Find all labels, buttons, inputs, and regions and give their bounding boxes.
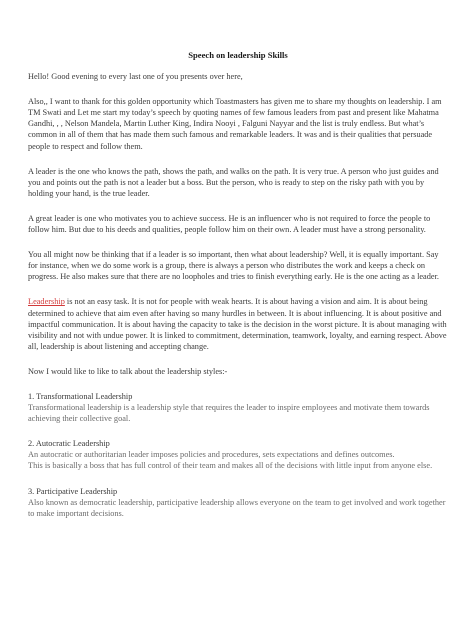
style-3-description: Also known as democratic leadership, participative leadership allows everyone on the team to get involved and work together to make important decisions.	[28, 497, 446, 518]
leadership-qualities-paragraph	[28, 296, 448, 351]
leadership-link[interactable]: Leadership	[28, 297, 65, 307]
intro-paragraph: Also,, I want to thank for this golden opportunity which Toastmasters has given me to share my thoughts on leadership. I am TM Swati and Let me start my today’s speech by quoting names of few famous leaders from past and present like Mahatma Gandhi, , , Nelson Mandela, Martin Luther King, Indira Nooyi , Falguni Nayyar and the list is truly endless. But what’s common in all of them that has made them such famous and remarkable leaders. It was and is their qualities that persuade people to respect and follow them.	[28, 97, 442, 151]
great-leader-paragraph: A great leader is one who motivates you to achieve success. He is an influencer who is not required to force the people to follow him. But due to his deeds and qualities, people follow him on their own. A leader must have a strong personality.	[28, 213, 431, 235]
style-1-heading: 1. Transformational Leadership	[28, 391, 133, 401]
document-title: Speech on leadership Skills	[188, 50, 288, 60]
leadership-qualities-text: is not an easy task. It is not for people with weak hearts. It is about having a vision and aim. It is about being determined to achieve that aim even after having so many hurdles in between. It is about influencing. It is about positive and impactful communication. It is about having the capacity to take is the decision in the worst picture. It is about managing with visibility and not with undue power. It is linked to commitment, determination, teamwork, loyalty, and earning respect. Above all, leadership is about listening and accepting change.	[28, 297, 447, 351]
style-2-description-1: An autocratic or authoritarian leader imposes policies and procedures, sets expectations and defines outcomes.	[28, 450, 395, 460]
style-1-description: Transformational leadership is a leadership style that requires the leader to inspire employees and motivate them towards achieving their collective goal.	[28, 403, 430, 424]
style-2-heading: 2. Autocratic Leadership	[28, 439, 110, 449]
style-2-description-2: This is basically a boss that has full control of their team and makes all of the decisions with little input from anyone else.	[28, 461, 433, 471]
leadership-importance-paragraph: You all might now be thinking that if a leader is so important, then what about leadership? Well, it is equally important. Say for instance, when we do some work is a group, there is always a person who distributes the work and keeps a check on progress. He also makes sure that there are no loopholes and tries to finish everything early. He is the one acting as a leader.	[28, 250, 439, 282]
styles-intro-paragraph: Now I would like to like to talk about the leadership styles:-	[28, 366, 228, 376]
greeting-paragraph: Hello! Good evening to every last one of you presents over here,	[28, 72, 243, 82]
style-3-heading: 3. Participative Leadership	[28, 486, 118, 496]
document-page	[28, 50, 448, 533]
leader-definition-paragraph: A leader is the one who knows the path, shows the path, and walks on the path. It is very true. A person who just guides and you and points out the path is not a leader but a boss. But the person, who is ready to step on the risky path with you by holding your hand, is the true leader.	[28, 166, 439, 198]
